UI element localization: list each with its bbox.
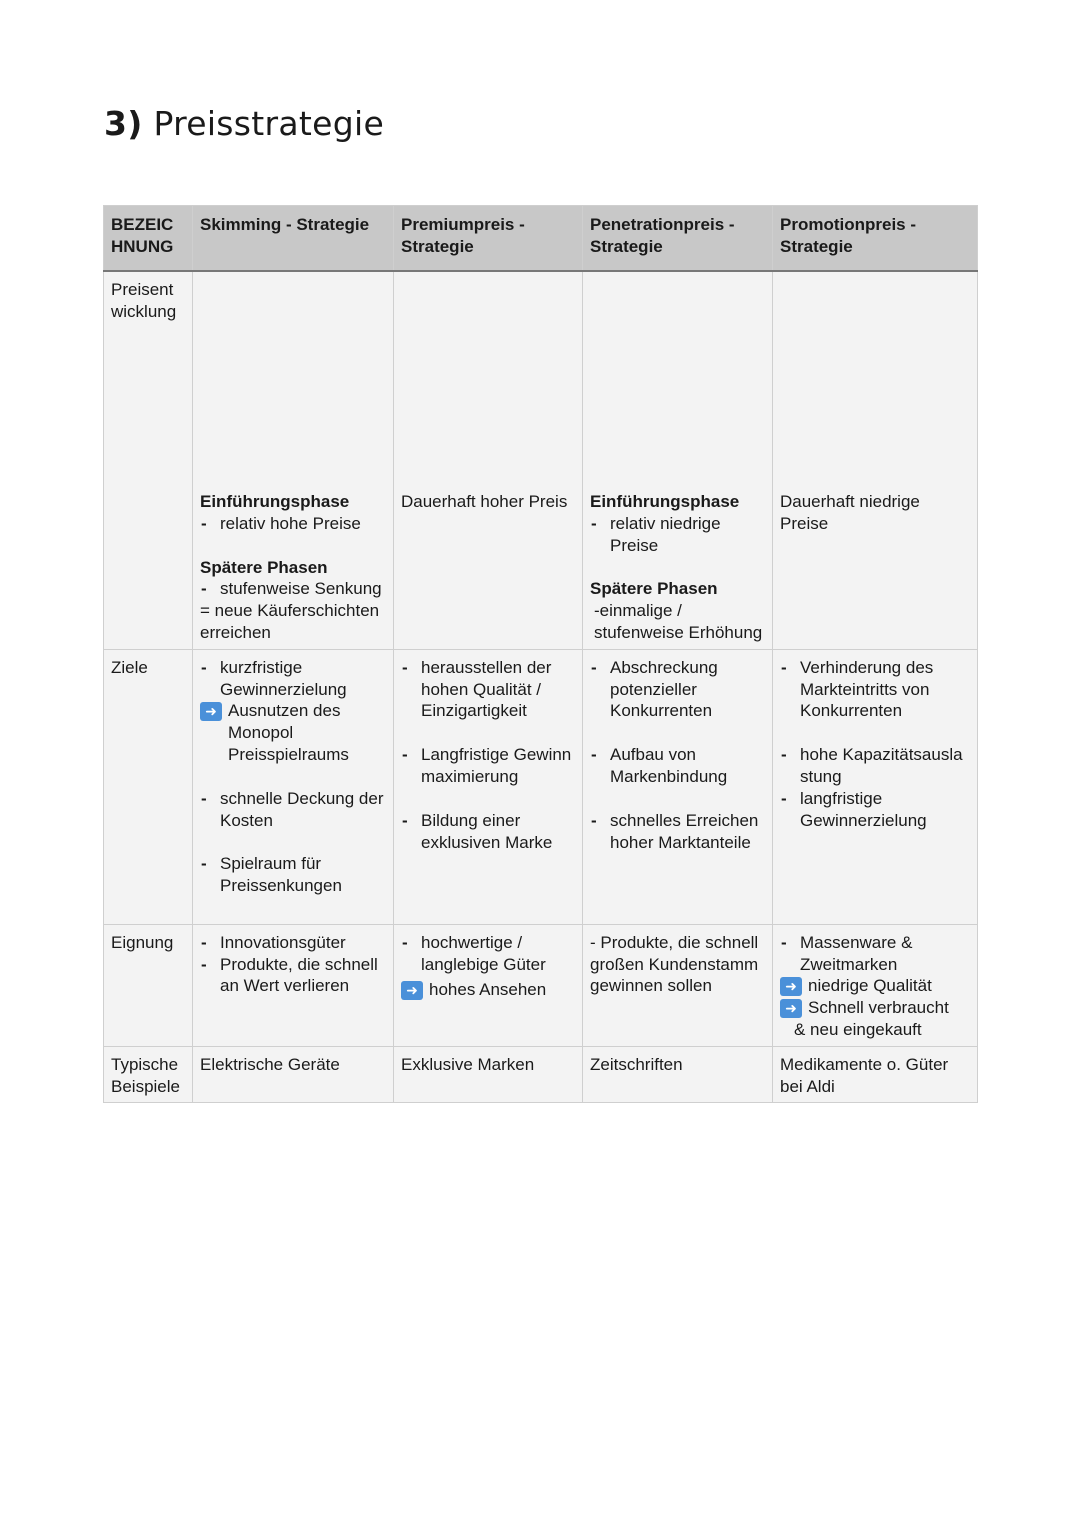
phase-label: Spätere Phasen (200, 557, 328, 577)
cell-pen-eignung: - Produkte, die schnell großen Kundenstamm gewinnen sollen (583, 924, 773, 1046)
cell-promo-preis (773, 271, 978, 649)
cell-premium-beispiele: Exklusive Marken (394, 1046, 583, 1103)
table-header-row (104, 206, 978, 272)
phase-label: Einführungsphase (200, 492, 350, 511)
cell-pen-preis (583, 271, 773, 649)
list-item: ➜ Schnell verbraucht (780, 997, 970, 1019)
list-item: - Spielraum für Preissenkungen (200, 853, 386, 897)
cell-skim-eignung (193, 924, 394, 1046)
cell-pen-ziele (583, 649, 773, 924)
chart-placeholder (401, 279, 575, 491)
chart-placeholder (200, 279, 386, 491)
list-item: - hohe Kapazitätsauslastung (780, 744, 970, 788)
header-penetrationpreis: Penetrationpreis - Strategie (583, 206, 773, 272)
cell-skim-preis (193, 271, 394, 649)
row-label-beispiele: Typische Beispiele (104, 1046, 193, 1103)
list-item: - stufenweise Senkung (200, 578, 386, 600)
cell-promo-beispiele: Medikamente o. Güter bei Aldi (773, 1046, 978, 1103)
chart-placeholder (780, 279, 970, 491)
header-bezeichnung: BEZEICHNUNG (104, 206, 193, 272)
list-item: - Aufbau von Markenbindung (590, 744, 765, 788)
row-label-ziele: Ziele (104, 649, 193, 924)
arrow-right-icon: ➜ (401, 981, 423, 1000)
list-item: - Langfristige Gewinnmaximierung (401, 744, 575, 788)
row-label-eignung: Eignung (104, 924, 193, 1046)
list-item: ➜ Ausnutzen des Monopol Preisspielraums (200, 700, 386, 765)
phase-label: Einführungsphase (590, 492, 740, 511)
list-item: -einmalige / stufenweise Erhöhung (594, 601, 763, 642)
list-item: - Bildung einer exklusiven Marke (401, 810, 575, 854)
arrow-right-icon: ➜ (780, 999, 802, 1018)
table-row-preisentwicklung (104, 271, 978, 649)
cell-pen-beispiele: Zeitschriften (583, 1046, 773, 1103)
header-premiumpreis: Premiumpreis - Strategie (394, 206, 583, 272)
list-item: - schnelles Erreichen hoher Marktanteile (590, 810, 765, 854)
list-item: - hochwertige / langlebige Güter (401, 932, 575, 976)
cell-premium-preis (394, 271, 583, 649)
row-label-preisentwicklung: Preisentwicklung (104, 271, 193, 649)
list-item: ➜ niedrige Qualität (780, 975, 970, 997)
arrow-right-icon: ➜ (200, 702, 222, 721)
table-row-beispiele (104, 1046, 978, 1103)
cell-text: Dauerhaft hoher Preis (401, 492, 568, 511)
list-item: - herausstellen der hohen Qualität / Einzigartigkeit (401, 657, 575, 722)
list-item: & neu eingekauft (794, 1019, 922, 1039)
chart-placeholder (590, 279, 765, 491)
title-text: Preisstrategie (153, 104, 385, 143)
cell-skim-ziele (193, 649, 394, 924)
list-item: - Abschreckung potenzieller Konkurrenten (590, 657, 765, 722)
cell-skim-beispiele: Elektrische Geräte (193, 1046, 394, 1103)
page-title (104, 104, 384, 143)
list-item: - Innovationsgüter (200, 932, 386, 954)
list-item: - kurzfristige Gewinnerzielung (200, 657, 386, 701)
phase-label: Spätere Phasen (590, 579, 718, 599)
list-item: - Produkte, die schnell an Wert verlieren (200, 954, 386, 998)
header-promotionpreis: Promotionpreis - Strategie (773, 206, 978, 272)
list-item: - relativ niedrige Preise (590, 513, 765, 557)
title-number: 3) (104, 104, 143, 143)
header-skimming: Skimming - Strategie (193, 206, 394, 272)
table-row-eignung (104, 924, 978, 1046)
cell-premium-eignung (394, 924, 583, 1046)
cell-promo-ziele (773, 649, 978, 924)
arrow-right-icon: ➜ (780, 977, 802, 996)
cell-text: Dauerhaft niedrige Preise (780, 492, 920, 533)
cell-promo-eignung (773, 924, 978, 1046)
list-item: - schnelle Deckung der Kosten (200, 788, 386, 832)
list-item: = neue Käuferschichten erreichen (200, 601, 380, 642)
list-item: - Verhinderung des Markteintritts von Konkurrenten (780, 657, 970, 722)
list-item: - relativ hohe Preise (200, 513, 386, 535)
list-item: - langfristige Gewinnerzielung (780, 788, 970, 832)
strategy-table (103, 205, 978, 1103)
cell-premium-ziele (394, 649, 583, 924)
list-item: - Massenware & Zweitmarken (780, 932, 970, 976)
table-row-ziele (104, 649, 978, 924)
list-item: ➜ hohes Ansehen (401, 979, 575, 1001)
